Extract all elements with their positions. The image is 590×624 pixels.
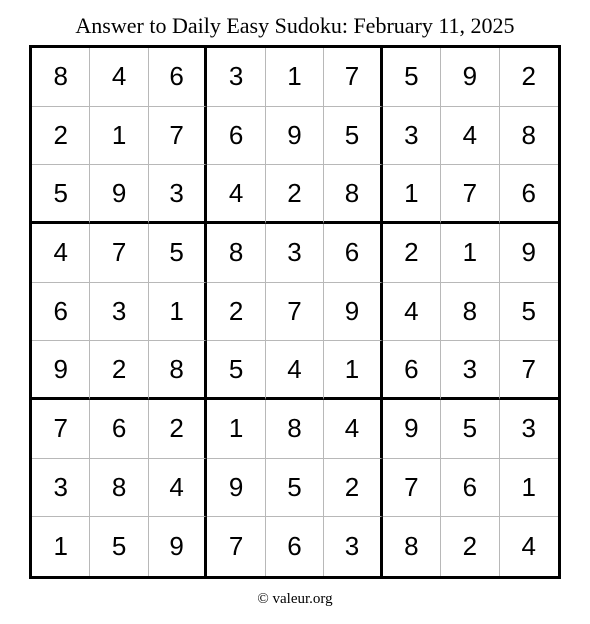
- sudoku-cell-r5-c1: 6: [32, 283, 90, 342]
- sudoku-cell-r3-c7: 1: [383, 165, 441, 224]
- sudoku-cell-r6-c2: 2: [90, 341, 148, 400]
- sudoku-cell-r1-c5: 1: [266, 48, 324, 107]
- sudoku-cell-r8-c5: 5: [266, 459, 324, 518]
- sudoku-cell-r1-c7: 5: [383, 48, 441, 107]
- sudoku-cell-r9-c6: 3: [324, 517, 382, 576]
- sudoku-cell-r7-c2: 6: [90, 400, 148, 459]
- sudoku-cell-r4-c6: 6: [324, 224, 382, 283]
- sudoku-cell-r3-c5: 2: [266, 165, 324, 224]
- sudoku-cell-r2-c4: 6: [207, 107, 265, 166]
- sudoku-cell-r5-c7: 4: [383, 283, 441, 342]
- sudoku-cell-r5-c3: 1: [149, 283, 207, 342]
- sudoku-cell-r8-c1: 3: [32, 459, 90, 518]
- sudoku-cell-r6-c9: 7: [500, 341, 558, 400]
- sudoku-cell-r6-c8: 3: [441, 341, 499, 400]
- sudoku-cell-r3-c3: 3: [149, 165, 207, 224]
- sudoku-cell-r3-c9: 6: [500, 165, 558, 224]
- sudoku-cell-r1-c6: 7: [324, 48, 382, 107]
- sudoku-cell-r6-c3: 8: [149, 341, 207, 400]
- sudoku-cell-r5-c5: 7: [266, 283, 324, 342]
- sudoku-cell-r9-c4: 7: [207, 517, 265, 576]
- sudoku-cell-r3-c1: 5: [32, 165, 90, 224]
- sudoku-cell-r9-c2: 5: [90, 517, 148, 576]
- sudoku-cell-r8-c8: 6: [441, 459, 499, 518]
- sudoku-cell-r2-c9: 8: [500, 107, 558, 166]
- sudoku-cell-r7-c3: 2: [149, 400, 207, 459]
- sudoku-cell-r4-c8: 1: [441, 224, 499, 283]
- sudoku-cell-r9-c1: 1: [32, 517, 90, 576]
- sudoku-cell-r2-c5: 9: [266, 107, 324, 166]
- sudoku-cell-r5-c9: 5: [500, 283, 558, 342]
- sudoku-cell-r4-c4: 8: [207, 224, 265, 283]
- sudoku-cell-r8-c9: 1: [500, 459, 558, 518]
- sudoku-cell-r4-c5: 3: [266, 224, 324, 283]
- sudoku-cell-r4-c9: 9: [500, 224, 558, 283]
- sudoku-cell-r3-c4: 4: [207, 165, 265, 224]
- puzzle-title: Answer to Daily Easy Sudoku: February 11, 2025: [75, 13, 515, 38]
- sudoku-cell-r4-c3: 5: [149, 224, 207, 283]
- sudoku-cell-r6-c5: 4: [266, 341, 324, 400]
- sudoku-cell-r9-c8: 2: [441, 517, 499, 576]
- sudoku-cell-r3-c6: 8: [324, 165, 382, 224]
- sudoku-cell-r6-c6: 1: [324, 341, 382, 400]
- sudoku-cell-r1-c8: 9: [441, 48, 499, 107]
- sudoku-cell-r2-c3: 7: [149, 107, 207, 166]
- sudoku-cell-r8-c7: 7: [383, 459, 441, 518]
- sudoku-cell-r9-c7: 8: [383, 517, 441, 576]
- sudoku-cell-r7-c1: 7: [32, 400, 90, 459]
- sudoku-cell-r8-c6: 2: [324, 459, 382, 518]
- sudoku-cell-r9-c3: 9: [149, 517, 207, 576]
- sudoku-cell-r7-c9: 3: [500, 400, 558, 459]
- sudoku-cell-r2-c7: 3: [383, 107, 441, 166]
- sudoku-cell-r7-c6: 4: [324, 400, 382, 459]
- copyright-footer: © valeur.org: [257, 591, 333, 607]
- sudoku-cell-r5-c2: 3: [90, 283, 148, 342]
- sudoku-cell-r1-c9: 2: [500, 48, 558, 107]
- sudoku-cell-r3-c8: 7: [441, 165, 499, 224]
- sudoku-cell-r2-c6: 5: [324, 107, 382, 166]
- sudoku-cell-r6-c1: 9: [32, 341, 90, 400]
- sudoku-cell-r7-c7: 9: [383, 400, 441, 459]
- sudoku-cell-r6-c7: 6: [383, 341, 441, 400]
- sudoku-cell-r4-c1: 4: [32, 224, 90, 283]
- sudoku-cell-r1-c3: 6: [149, 48, 207, 107]
- sudoku-cell-r2-c2: 1: [90, 107, 148, 166]
- sudoku-cell-r3-c2: 9: [90, 165, 148, 224]
- sudoku-cell-r4-c2: 7: [90, 224, 148, 283]
- sudoku-cell-r4-c7: 2: [383, 224, 441, 283]
- sudoku-grid: [29, 45, 561, 579]
- sudoku-cell-r9-c5: 6: [266, 517, 324, 576]
- sudoku-cell-r8-c4: 9: [207, 459, 265, 518]
- sudoku-cell-r1-c1: 8: [32, 48, 90, 107]
- sudoku-cell-r5-c6: 9: [324, 283, 382, 342]
- sudoku-cell-r2-c8: 4: [441, 107, 499, 166]
- sudoku-cell-r1-c4: 3: [207, 48, 265, 107]
- sudoku-cell-r5-c8: 8: [441, 283, 499, 342]
- sudoku-cell-r7-c5: 8: [266, 400, 324, 459]
- sudoku-cell-r5-c4: 2: [207, 283, 265, 342]
- sudoku-cell-r2-c1: 2: [32, 107, 90, 166]
- sudoku-cell-r1-c2: 4: [90, 48, 148, 107]
- sudoku-cell-r9-c9: 4: [521, 531, 536, 562]
- sudoku-cell-r6-c4: 5: [207, 341, 265, 400]
- sudoku-cell-r7-c4: 1: [207, 400, 265, 459]
- sudoku-cell-r7-c8: 5: [441, 400, 499, 459]
- sudoku-cell-r8-c2: 8: [90, 459, 148, 518]
- sudoku-cell-r8-c3: 4: [149, 459, 207, 518]
